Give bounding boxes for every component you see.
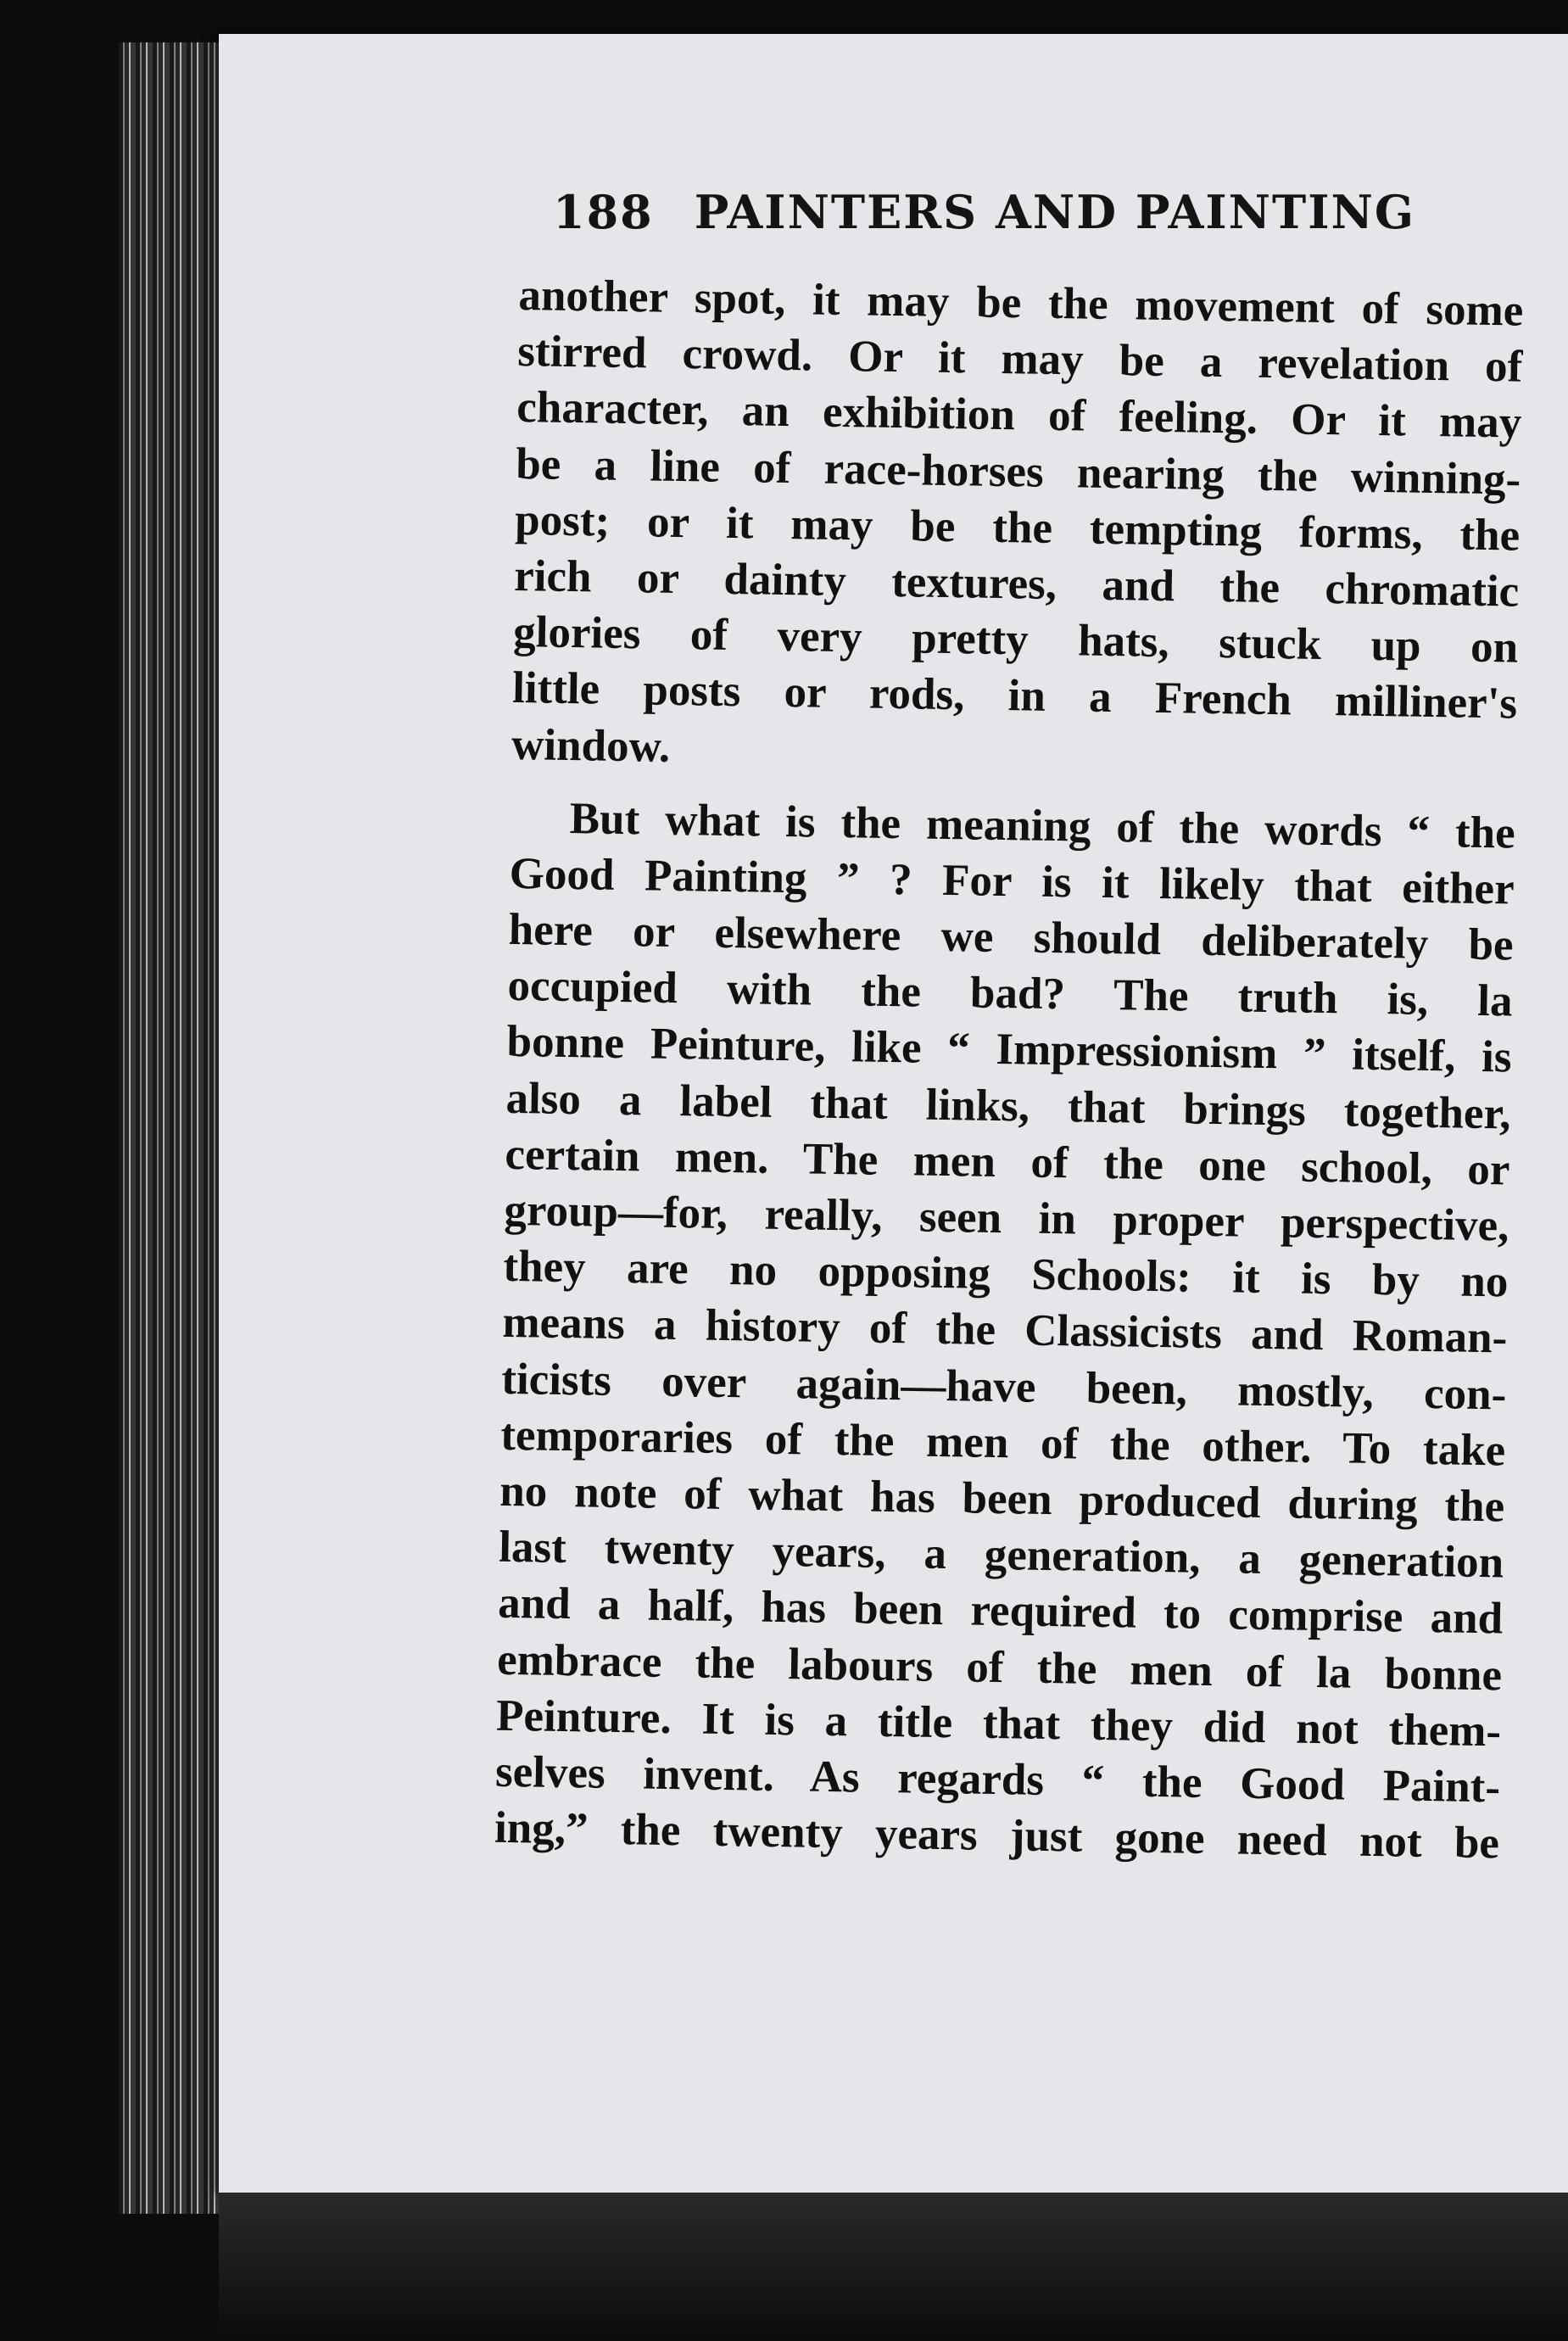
running-title: PAINTERS AND PAINTING [694,185,1415,239]
paragraph-1 [511,267,1524,788]
text-line: temporaries of the men of the other. To take [499,1410,1506,1476]
text-line: window. [511,719,671,772]
paragraph-2 [494,790,1516,1872]
text-line: another spot, it may be the movement of some [518,270,1524,336]
text-line: no note of what has been produced during the [499,1466,1505,1532]
text-line: also a label that links, that brings together, [505,1073,1511,1139]
text-line: and a half, has been required to comprise and [497,1578,1504,1644]
text-line: Peinture. It is a title that they did not them- [495,1690,1502,1757]
page-number: 188 [553,185,654,239]
text-line: last twenty years, a generation, a generation [498,1522,1504,1588]
text-line: rich or dainty textures, and the chromatic [513,550,1520,617]
text-line: certain men. The men of the one school, or [505,1129,1510,1195]
text-line: stirred crowd. Or it may be a revelation of [516,327,1523,392]
running-header [553,185,1486,239]
text-line: bonne Peinture, like “ Impressionism ” itself, is [506,1017,1512,1082]
text-line: means a history of the Classicists and Roman- [501,1298,1508,1363]
text-line: here or elsewhere we should deliberately be [508,904,1515,970]
text-line: little posts or rods, in a French milliner's [511,663,1518,729]
body-text [494,267,1524,1872]
text-line: ing,” the twenty years just gone need not be [494,1802,1500,1869]
page-bottom-shadow [219,2193,1568,2341]
text-line: selves invent. As regards “ the Good Paint- [494,1746,1501,1813]
text-line: they are no opposing Schools: it is by no [503,1242,1509,1307]
text-line: post; or it may be the tempting forms, the [514,494,1521,561]
text-line: be a line of race-horses nearing the winning- [515,439,1521,505]
text-line: embrace the labours of the men of la bonne [496,1634,1503,1700]
text-line: group—for, really, seen in proper perspective, [504,1185,1509,1251]
text-line: character, an exhibition of feeling. Or it may [516,383,1522,448]
text-line: But what is the meaning of the words “ the [569,793,1516,858]
text-line: ticists over again—have been, mostly, con- [500,1354,1507,1420]
text-line: occupied with the bad? The truth is, la [507,961,1514,1026]
text-line: Good Painting ” ? For is it likely that either [509,848,1515,914]
text-line: glories of very pretty hats, stuck up on [512,607,1519,673]
